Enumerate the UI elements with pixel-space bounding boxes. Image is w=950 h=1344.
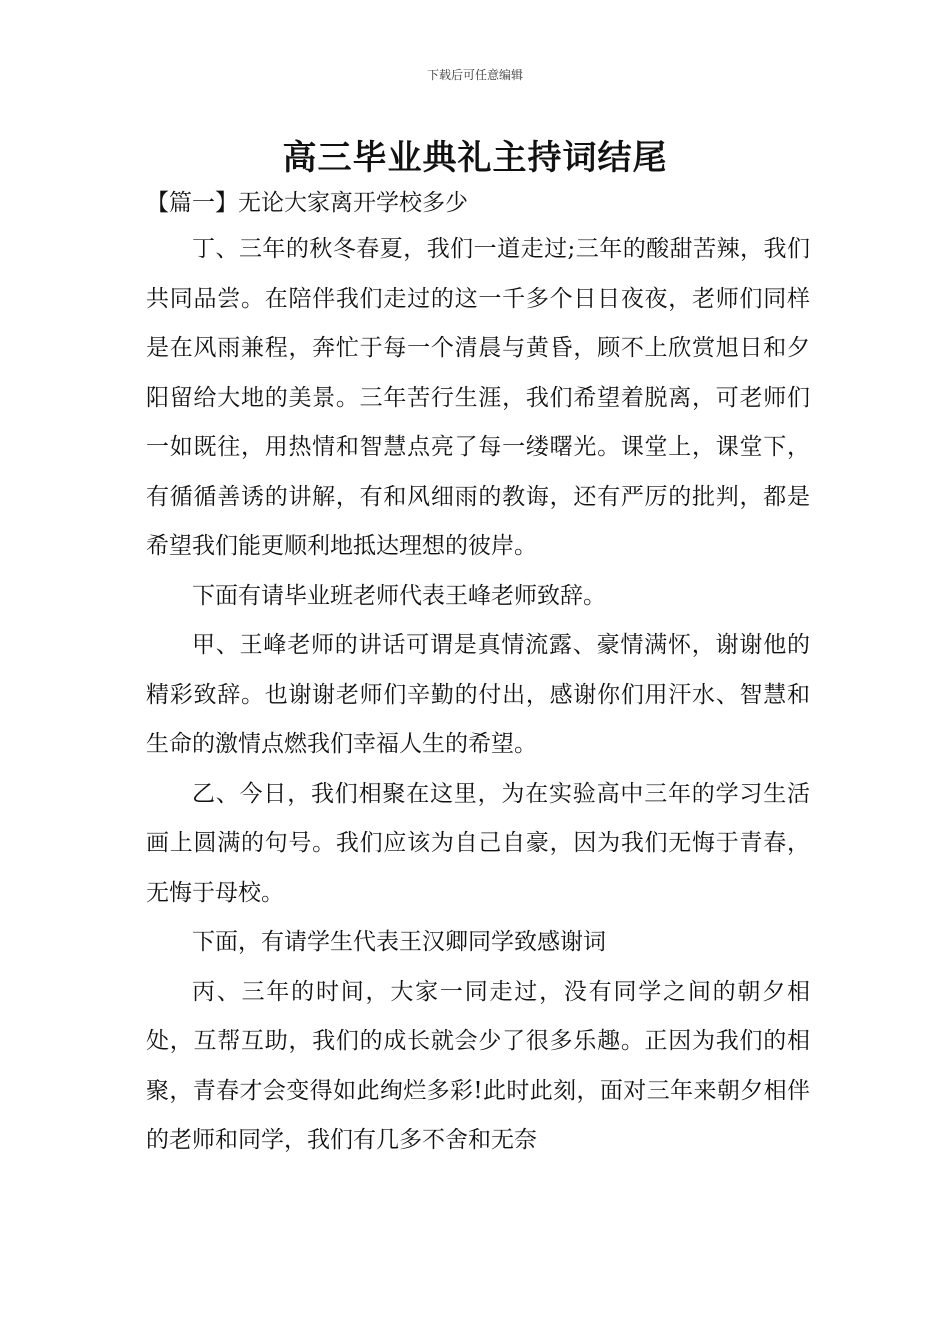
header-note: 下载后可任意编辑: [426, 68, 523, 82]
paragraph: 丁、三年的秋冬春夏，我们一道走过;三年的酸甜苦辣，我们共同品尝。在陪伴我们走过的这一千多个日日夜夜，老师们同样是在风雨兼程，奔忙于每一个清晨与黄昏，顾不上欣赏旭日和夕阳留给大地的美景。三年苦行生涯，我们希望着脱离，可老师们一如既往，用热情和智慧点亮了每一缕曙光。课堂上，课堂下，有循循善诱的讲解，有和风细雨的教诲，还有严厉的批判，都是希望我们能更顺利地抵达理想的彼岸。: [146, 236, 810, 559]
section-heading: 【篇一】无论大家离开学校多少: [146, 190, 468, 216]
paragraph: 甲、王峰老师的讲话可谓是真情流露、豪情满怀，谢谢他的精彩致辞。也谢谢老师们辛勤的付出，感谢你们用汗水、智慧和生命的激情点燃我们幸福人生的希望。: [146, 632, 810, 757]
paragraph: 丙、三年的时间，大家一同走过，没有同学之间的朝夕相处，互帮互助，我们的成长就会少了很多乐趣。正因为我们的相聚，青春才会变得如此绚烂多彩!此时此刻，面对三年来朝夕相伴的老师和同学，我们有几多不舍和无奈: [146, 978, 810, 1153]
paragraph: 乙、今日，我们相聚在这里，为在实验高中三年的学习生活画上圆满的句号。我们应该为自己自豪，因为我们无悔于青春，无悔于母校。: [146, 780, 810, 906]
paragraph: 下面，有请学生代表王汉卿同学致感谢词: [192, 929, 606, 955]
document-body: [146, 225, 810, 1166]
paragraph: 下面有请毕业班老师代表王峰老师致辞。: [192, 582, 606, 609]
document-title: 高三毕业典礼主持词结尾: [282, 138, 668, 178]
